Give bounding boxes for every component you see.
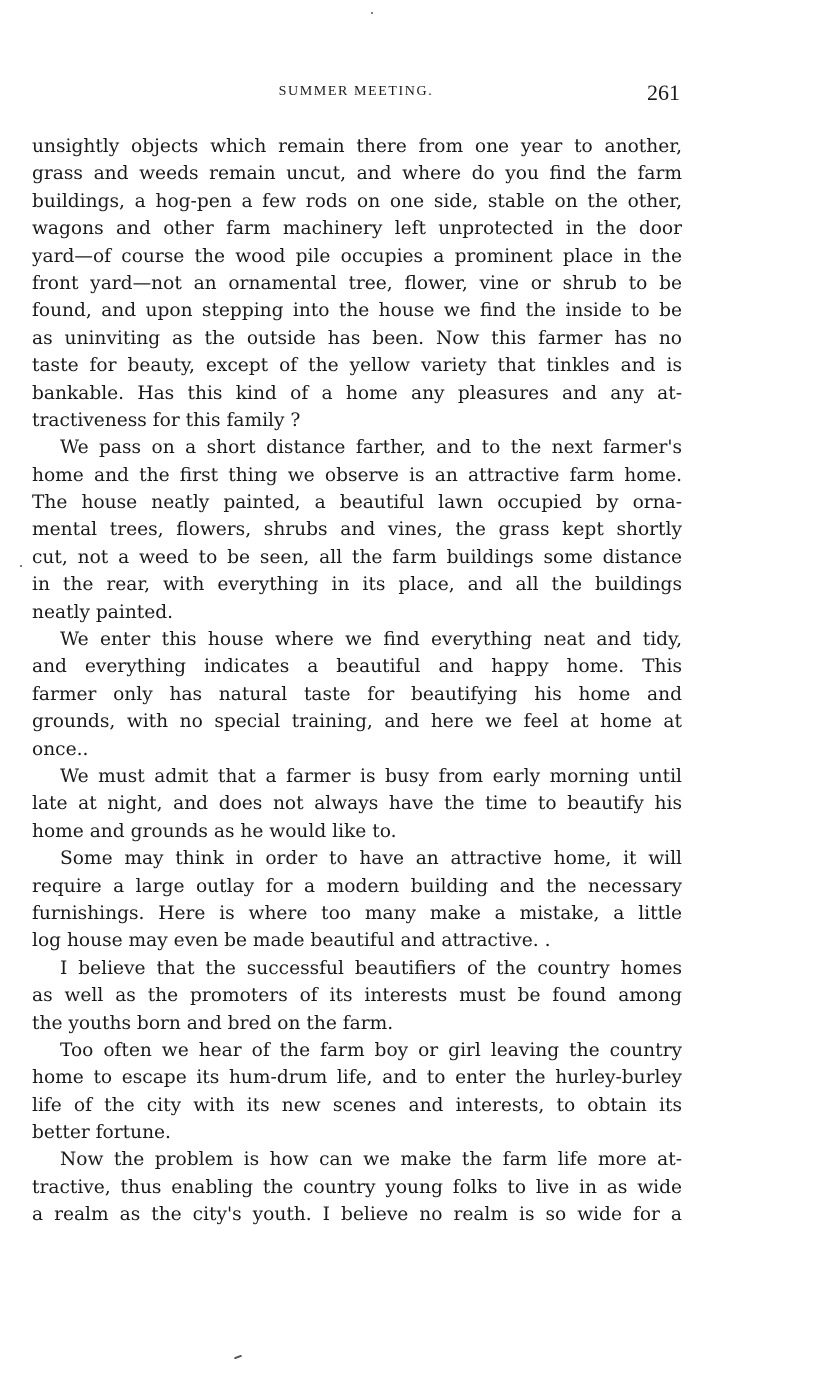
page-number: 261 [647,80,680,105]
text-line: tractive, thus enabling the country young folks to live in as wide [32,1176,682,1198]
text-line: once.. [32,738,89,760]
text-line: require a large outlay for a modern building and the necessary [32,875,682,897]
text-line: We pass on a short distance farther, and to the next farmer's [60,437,682,459]
text-line: We enter this house where we find everything neat and tidy, [60,629,682,651]
print-speck [371,12,373,14]
text-line: Too often we hear of the farm boy or girl leaving the country [60,1039,682,1061]
text-line: unsightly objects which remain there from one year to another, [32,136,682,157]
text-line: front yard—not an ornamental tree, flower, vine or shrub to be [32,272,682,294]
print-speck [234,1355,242,1360]
text-line: Now the problem is how can we make the farm life more at- [60,1149,682,1171]
text-line: grounds, with no special training, and here we feel at home at [32,711,682,733]
text-line: farmer only has natural taste for beautifying his home and [32,683,682,705]
text-line: mental trees, flowers, shrubs and vines, the grass kept shortly [32,519,682,541]
running-title: SUMMER MEETING. [278,84,434,99]
text-line: better fortune. [32,1122,171,1144]
text-line: as uninviting as the outside has been. Now this farmer has no [32,327,682,349]
text-line: grass and weeds remain uncut, and where do you find the farm [32,163,682,185]
text-line: in the rear, with everything in its place, and all the buildings [32,574,682,596]
text-line: a realm as the city's youth. I believe no realm is so wide for a [32,1204,682,1226]
text-line: furnishings. Here is where too many make a mistake, a little [32,902,682,924]
text-line: buildings, a hog-pen a few rods on one side, stable on the other, [32,190,682,212]
text-line: tractiveness for this family ? [32,409,301,431]
text-line: I believe that the successful beautifiers of the country homes [60,957,682,979]
text-line: Some may think in order to have an attractive home, it will [60,848,682,870]
text-line: life of the city with its new scenes and interests, to obtain its [32,1094,682,1116]
text-line: and everything indicates a beautiful and happy home. This [32,656,682,678]
text-line: The house neatly painted, a beautiful lawn occupied by orna- [32,492,682,514]
text-line: We must admit that a farmer is busy from early morning until [60,765,682,787]
text-line: home and grounds as he would like to. [32,820,397,842]
body-text [32,133,682,1229]
text-line: bankable. Has this kind of a home any pleasures and any at- [32,382,682,404]
text-line: the youths born and bred on the farm. [32,1012,394,1034]
text-line: wagons and other farm machinery left unprotected in the door [32,218,682,240]
text-line: neatly painted. [32,601,174,623]
running-header [32,80,680,110]
text-line: home to escape its hum-drum life, and to enter the hurley-burley [32,1067,682,1089]
text-line: home and the first thing we observe is an attractive farm home. [32,464,682,486]
print-speck [20,565,22,567]
text-line: log house may even be made beautiful and attractive. . [32,930,551,952]
text-line: as well as the promoters of its interests must be found among [32,985,682,1007]
text-line: found, and upon stepping into the house we find the inside to be [32,300,682,322]
text-line: yard—of course the wood pile occupies a prominent place in the [32,245,682,267]
text-line: cut, not a weed to be seen, all the farm buildings some distance [32,546,682,568]
text-line: late at night, and does not always have the time to beautify his [32,793,682,815]
text-line: taste for beauty, except of the yellow variety that tinkles and is [32,355,682,377]
